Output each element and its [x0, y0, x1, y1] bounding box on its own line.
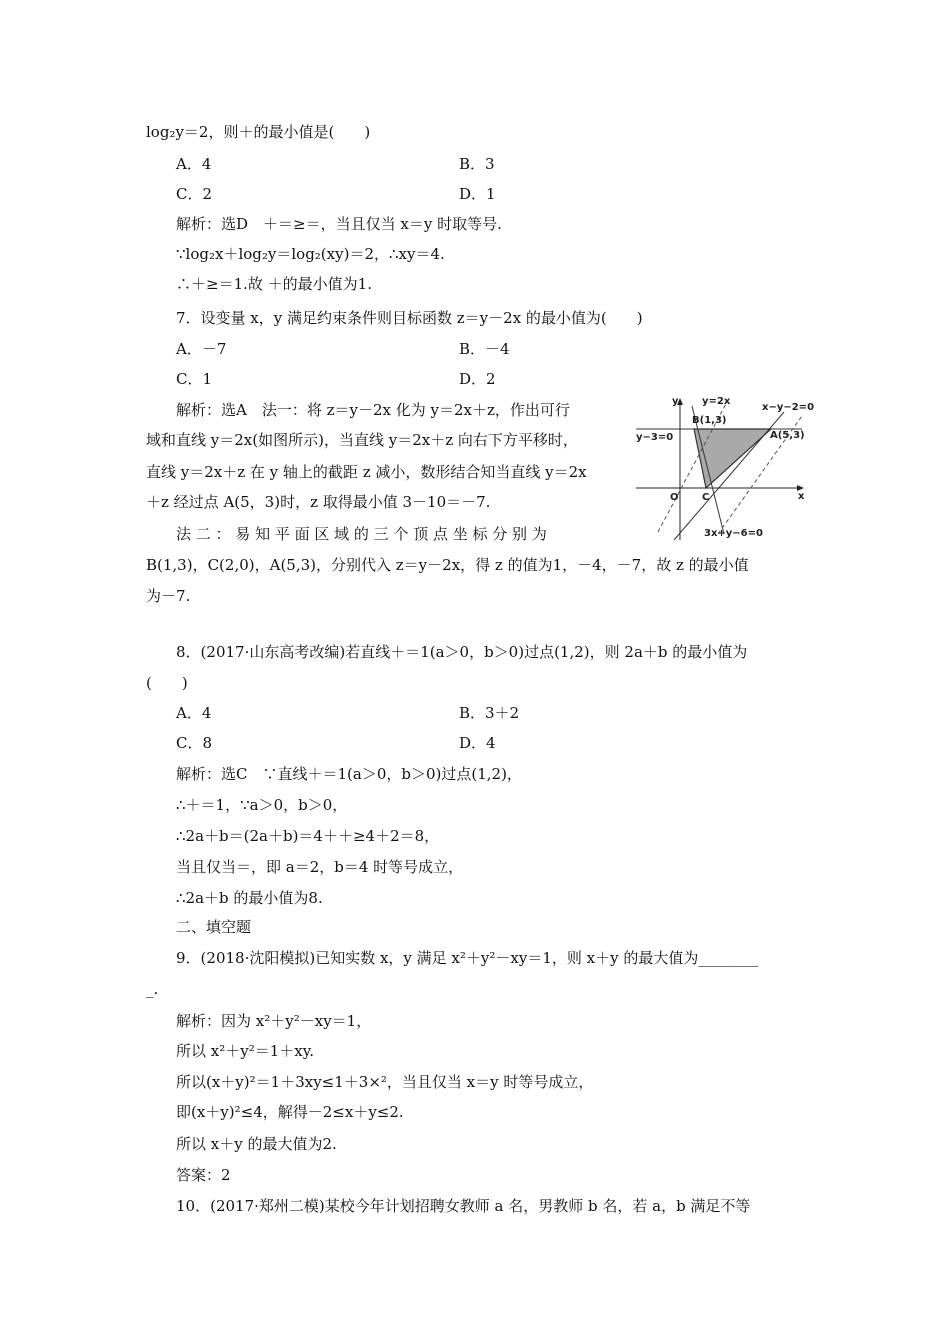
- label-point-b: B(1,3): [692, 415, 727, 426]
- q7-solution-line: 法 二 ： 易 知 平 面 区 域 的 三 个 顶 点 坐 标 分 别 为: [176, 525, 547, 543]
- q7-solution-line: 域和直线 y＝2x(如图所示)，当直线 y＝2x＋z 向右下方平移时，: [146, 431, 578, 449]
- label-y-minus-3: y−3=0: [636, 432, 674, 443]
- q8-stem-continued: ( ): [146, 674, 188, 692]
- q7-solution-line: B(1,3)，C(2,0)，A(5,3)，分别代入 z＝y－2x，得 z 的值为1，－4，－7，故 z 的最小值: [146, 556, 749, 574]
- feasible-region-figure: [634, 394, 814, 544]
- q8-solution-line: 解析：选C ∵直线＋＝1(a＞0，b＞0)过点(1,2)，: [176, 765, 522, 783]
- q6-option-b: B．3: [459, 155, 495, 173]
- q9-solution-line: 所以 x＋y 的最大值为2.: [176, 1135, 337, 1153]
- label-y-axis: y: [672, 396, 679, 407]
- label-y-equals-2x: y=2x: [702, 396, 731, 407]
- q9-solution-line: 解析：因为 x²＋y²－xy＝1，: [176, 1012, 372, 1030]
- q9-stem: 9．(2018·沈阳模拟)已知实数 x，y 满足 x²＋y²－xy＝1，则 x＋y 的最大值为________: [176, 949, 759, 967]
- label-point-c: C: [702, 492, 710, 503]
- q7-option-a: A．－7: [176, 340, 227, 358]
- q7-option-c: C．1: [176, 370, 213, 388]
- q6-option-a: A．4: [176, 155, 212, 173]
- q8-option-b: B．3＋2: [459, 704, 520, 722]
- q8-option-c: C．8: [176, 734, 213, 752]
- label-origin: O: [670, 492, 679, 503]
- label-point-a: A(5,3): [770, 430, 805, 441]
- q6-stem: log₂y＝2，则＋的最小值是( ): [146, 123, 371, 141]
- q7-solution-line: 直线 y＝2x＋z 在 y 轴上的截距 z 减小，数形结合知当直线 y＝2x: [146, 463, 587, 481]
- q8-solution-line: ∴＋＝1，∵a＞0，b＞0，: [176, 796, 348, 814]
- label-3x-plus-y-minus-6: 3x+y−6=0: [704, 528, 763, 539]
- q8-solution-line: ∴2a＋b 的最小值为8.: [176, 889, 323, 907]
- q9-solution-line: 所以 x²＋y²＝1＋xy.: [176, 1042, 314, 1060]
- q6-option-c: C．2: [176, 185, 213, 203]
- q7-option-d: D．2: [459, 370, 496, 388]
- q6-solution-line: ∴＋≥＝1.故 ＋的最小值为1.: [176, 275, 372, 293]
- q8-option-d: D．4: [459, 734, 496, 752]
- q6-solution-line: ∵log₂x＋log₂y＝log₂(xy)＝2，∴xy＝4.: [176, 245, 445, 263]
- q7-stem: 7．设变量 x，y 满足约束条件则目标函数 z＝y－2x 的最小值为( ): [176, 309, 643, 327]
- section-heading: 二、填空题: [176, 918, 252, 936]
- q8-solution-line: ∴2a＋b＝(2a＋b)＝4＋＋≥4＋2＝8，: [176, 827, 440, 845]
- q6-solution-line: 解析：选D ＋＝≥＝，当且仅当 x＝y 时取等号.: [176, 215, 502, 233]
- q8-solution-line: 当且仅当＝，即 a＝2，b＝4 时等号成立，: [176, 858, 464, 876]
- q8-option-a: A．4: [176, 704, 212, 722]
- q9-stem-continued: _.: [146, 980, 159, 998]
- q7-solution-line: 解析：选A 法一：将 z＝y－2x 化为 y＝2x＋z，作出可行: [176, 401, 570, 419]
- q9-answer: 答案：2: [176, 1166, 231, 1184]
- label-x-minus-y-minus-2: x−y−2=0: [762, 402, 814, 413]
- q7-option-b: B．－4: [459, 340, 510, 358]
- q7-solution-line: 为－7.: [146, 587, 191, 605]
- q9-solution-line: 所以(x＋y)²＝1＋3xy≤1＋3×²，当且仅当 x＝y 时等号成立，: [176, 1073, 594, 1091]
- q8-stem: 8．(2017·山东高考改编)若直线＋＝1(a＞0，b＞0)过点(1,2)，则 2a＋b 的最小值为: [176, 643, 748, 661]
- q10-stem: 10．(2017·郑州二模)某校今年计划招聘女教师 a 名，男教师 b 名，若 a，b 满足不等: [176, 1197, 751, 1215]
- label-x-axis: x: [798, 491, 805, 502]
- q7-solution-line: ＋z 经过点 A(5，3)时，z 取得最小值 3－10＝－7.: [146, 493, 491, 511]
- q9-solution-line: 即(x＋y)²≤4，解得－2≤x＋y≤2.: [176, 1103, 404, 1121]
- q6-option-d: D．1: [459, 185, 496, 203]
